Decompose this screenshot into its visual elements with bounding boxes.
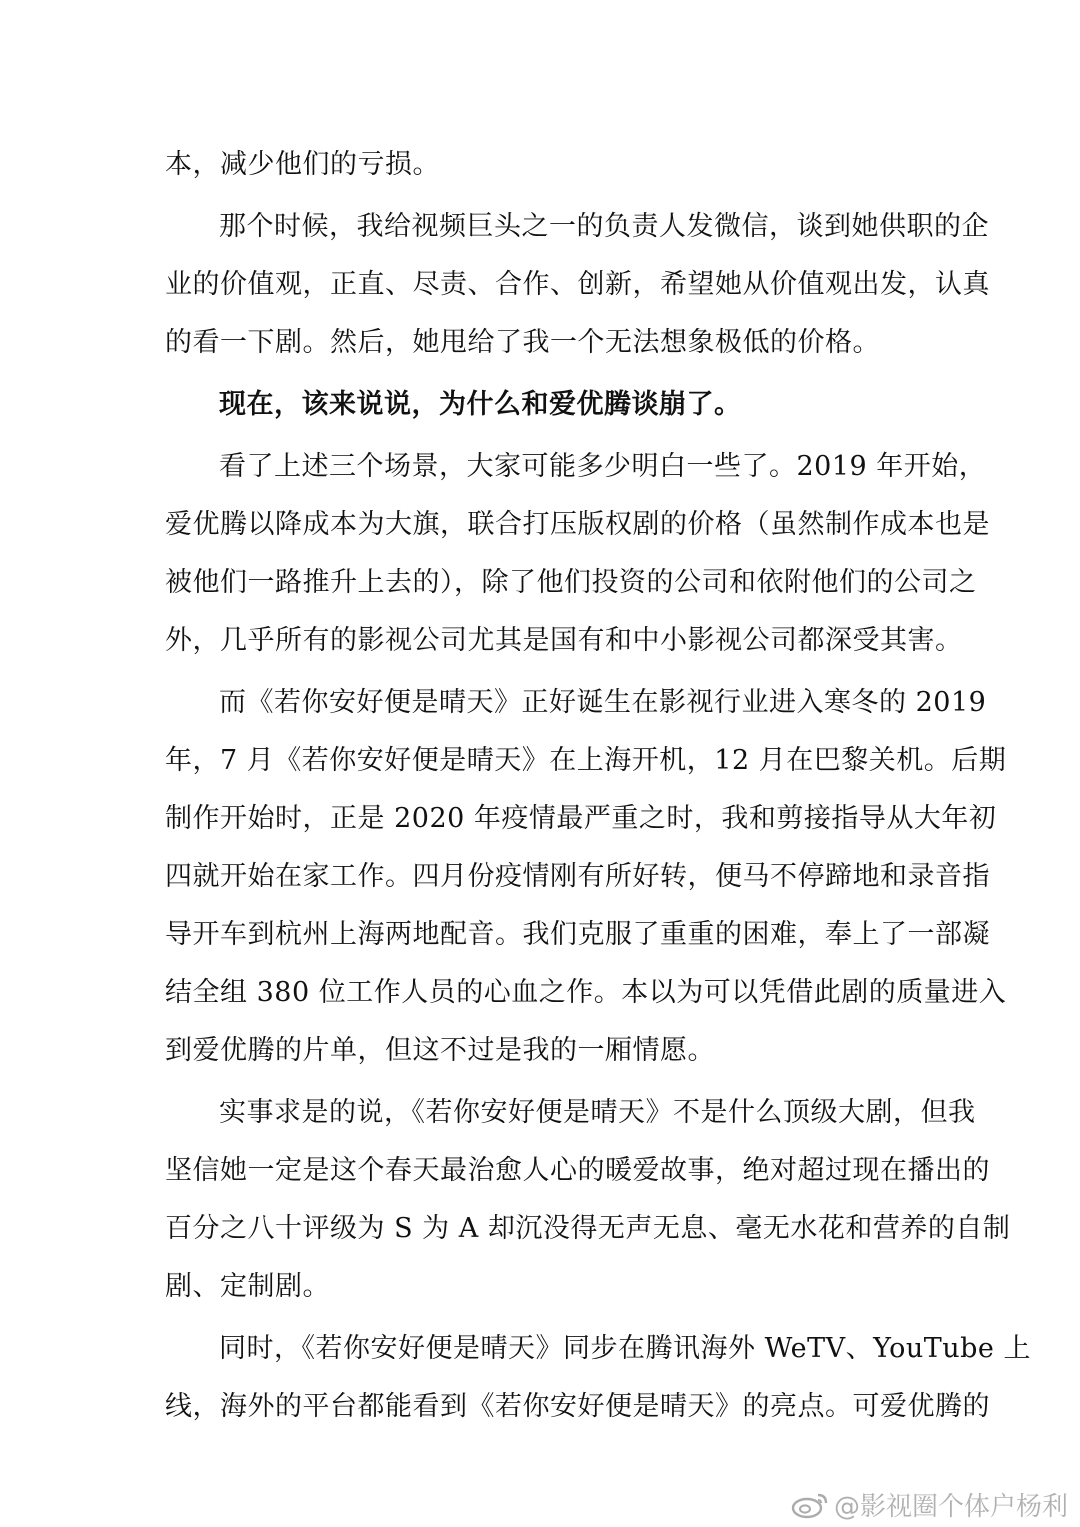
text-line: [165, 1200, 1011, 1258]
text-line: [165, 314, 925, 372]
line-text: 百分之八十评级为 S 为 A 却沉没得无声无息、毫无水花和营养的自制: [165, 1213, 1011, 1244]
line-text: 线，海外的平台都能看到《若你安好便是晴天》的亮点。可爱优腾的: [165, 1391, 990, 1422]
text-line: [165, 612, 963, 670]
weibo-logo-icon: [790, 1489, 830, 1519]
text-line: [165, 496, 990, 554]
text-line: [165, 1022, 925, 1080]
paragraph-p5: [165, 674, 1007, 1080]
line-text: 剧、定制剧。: [165, 1271, 330, 1302]
line-text: 到爱优腾的片单，但这不过是我的一厢情愿。: [165, 1035, 715, 1066]
text-line: [165, 1142, 990, 1200]
paragraph-p3: [165, 376, 925, 434]
line-text: 现在，该来说说，为什么和爱优腾谈崩了。: [219, 389, 742, 420]
text-line: [165, 1258, 925, 1316]
line-text: 实事求是的说，《若你安好便是晴天》不是什么顶级大剧，但我: [219, 1097, 976, 1128]
line-text: 爱优腾以降成本为大旗，联合打压版权剧的价格（虽然制作成本也是: [165, 509, 990, 540]
text-line: [165, 674, 987, 732]
text-line: [165, 848, 990, 906]
text-line: [165, 964, 1007, 1022]
text-line: [165, 256, 990, 314]
text-line: [165, 198, 989, 256]
line-text: 年，7 月《若你安好便是晴天》在上海开机，12 月在巴黎关机。后期: [165, 745, 1007, 776]
line-text: 导开车到杭州上海两地配音。我们克服了重重的困难，奉上了一部凝: [165, 919, 990, 950]
line-text: 同时，《若你安好便是晴天》同步在腾讯海外 WeTV、YouTube 上: [219, 1333, 1031, 1364]
text-line: [165, 136, 925, 194]
paragraph-p2: [165, 198, 990, 372]
text-line: [165, 1320, 1031, 1378]
text-line: [165, 1378, 990, 1436]
text-line: [165, 732, 1007, 790]
line-text: 被他们一路推升上去的），除了他们投资的公司和依附他们的公司之: [165, 567, 977, 598]
paragraph-p4: [165, 438, 990, 670]
line-text: 业的价值观，正直、尽责、合作、创新，希望她从价值观出发，认真: [165, 269, 990, 300]
text-line: [165, 1084, 976, 1142]
text-line: [165, 554, 977, 612]
text-line: [165, 790, 997, 848]
line-text: 制作开始时，正是 2020 年疫情最严重之时，我和剪接指导从大年初: [165, 803, 997, 834]
paragraph-p6: [165, 1084, 1011, 1316]
line-text: 本，减少他们的亏损。: [165, 149, 440, 180]
line-text: 看了上述三个场景，大家可能多少明白一些了。2019 年开始，: [219, 451, 987, 482]
document-page: [165, 136, 1031, 1440]
line-text: 的看一下剧。然后，她甩给了我一个无法想象极低的价格。: [165, 327, 880, 358]
text-line: [165, 438, 987, 496]
watermark-text: @影视圈个体户杨利: [833, 1491, 1068, 1522]
text-line: [165, 376, 925, 434]
line-text: 四就开始在家工作。四月份疫情刚有所好转，便马不停蹄地和录音指: [165, 861, 990, 892]
text-line: [165, 906, 990, 964]
paragraph-p1: [165, 136, 925, 194]
paragraph-p7: [165, 1320, 1031, 1436]
line-text: 坚信她一定是这个春天最治愈人心的暖爱故事，绝对超过现在播出的: [165, 1155, 990, 1186]
line-text: 结全组 380 位工作人员的心血之作。本以为可以凭借此剧的质量进入: [165, 977, 1007, 1008]
line-text: 而《若你安好便是晴天》正好诞生在影视行业进入寒冬的 2019: [219, 687, 987, 718]
line-text: 外，几乎所有的影视公司尤其是国有和中小影视公司都深受其害。: [165, 625, 963, 656]
watermark: [790, 1487, 1068, 1521]
line-text: 那个时候，我给视频巨头之一的负责人发微信，谈到她供职的企: [219, 211, 989, 242]
